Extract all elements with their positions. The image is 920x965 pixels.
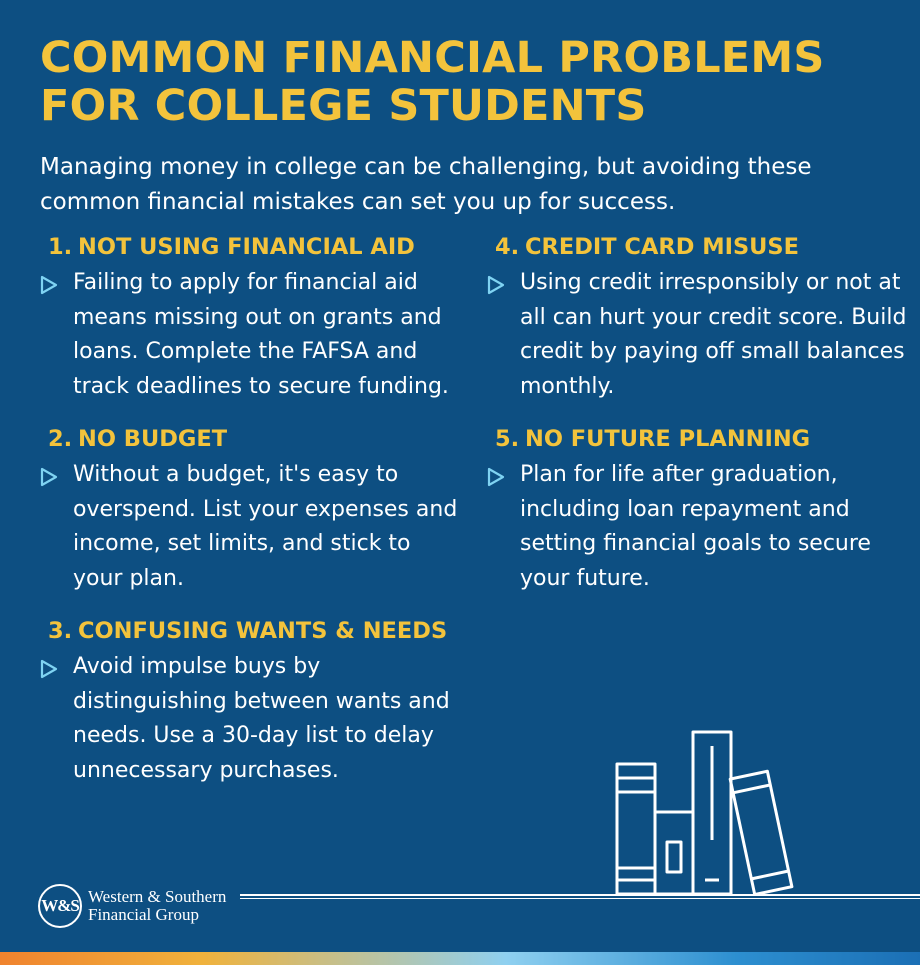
logo-line-1: Western & Southern	[88, 887, 227, 906]
section-title: NO FUTURE PLANNING	[525, 426, 811, 452]
section-title: CREDIT CARD MISUSE	[525, 234, 800, 260]
section-financial-aid	[40, 230, 460, 404]
section-item	[40, 650, 460, 788]
triangle-outline-icon	[40, 650, 73, 788]
section-text: Using credit irresponsibly or not at all can hurt your credit score. Build credit by paying off small balances monthly.	[520, 270, 907, 399]
section-heading	[40, 230, 460, 264]
triangle-outline-icon	[487, 266, 520, 404]
section-item	[487, 458, 907, 596]
section-title: NO BUDGET	[78, 426, 228, 452]
left-column	[40, 230, 460, 806]
section-item	[487, 266, 907, 404]
triangle-outline-icon	[40, 458, 73, 596]
triangle-outline-icon	[40, 266, 73, 404]
section-number: 4.	[495, 234, 520, 260]
logo-mark: W&S	[38, 884, 82, 928]
gradient-footer-bar	[0, 952, 920, 965]
section-item	[40, 266, 460, 404]
logo-line-2: Financial Group	[88, 905, 199, 924]
section-credit-card	[487, 230, 907, 404]
section-title: CONFUSING WANTS & NEEDS	[78, 618, 448, 644]
logo-text	[88, 888, 226, 924]
page-title-line-1: COMMON FINANCIAL PROBLEMS	[40, 33, 825, 83]
section-text: Avoid impulse buys by distinguishing between wants and needs. Use a 30-day list to delay unnecessary purchases.	[73, 654, 450, 783]
company-logo	[38, 884, 226, 928]
section-heading	[487, 230, 907, 264]
section-budget	[40, 422, 460, 596]
page-title	[40, 34, 900, 130]
section-number: 1.	[48, 234, 73, 260]
section-number: 5.	[495, 426, 520, 452]
triangle-outline-icon	[487, 458, 520, 596]
section-item	[40, 458, 460, 596]
footer-divider	[240, 894, 920, 899]
right-column	[487, 230, 907, 614]
section-text: Without a budget, it's easy to overspend. List your expenses and income, set limits, and stick to your plan.	[73, 462, 458, 591]
section-wants-needs	[40, 614, 460, 788]
section-future-planning	[487, 422, 907, 596]
intro-paragraph: Managing money in college can be challenging, but avoiding these common financial mistakes can set you up for success.	[40, 154, 812, 215]
section-text: Failing to apply for financial aid means missing out on grants and loans. Complete the FAFSA and track deadlines to secure funding.	[73, 270, 449, 399]
section-heading	[487, 422, 907, 456]
section-title: NOT USING FINANCIAL AID	[78, 234, 415, 260]
section-heading	[40, 422, 460, 456]
books-icon	[600, 728, 810, 900]
section-number: 3.	[48, 618, 73, 644]
page-title-line-2: FOR COLLEGE STUDENTS	[40, 81, 647, 131]
section-heading	[40, 614, 460, 648]
section-number: 2.	[48, 426, 73, 452]
section-text: Plan for life after graduation, including loan repayment and setting financial goals to secure your future.	[520, 462, 871, 591]
